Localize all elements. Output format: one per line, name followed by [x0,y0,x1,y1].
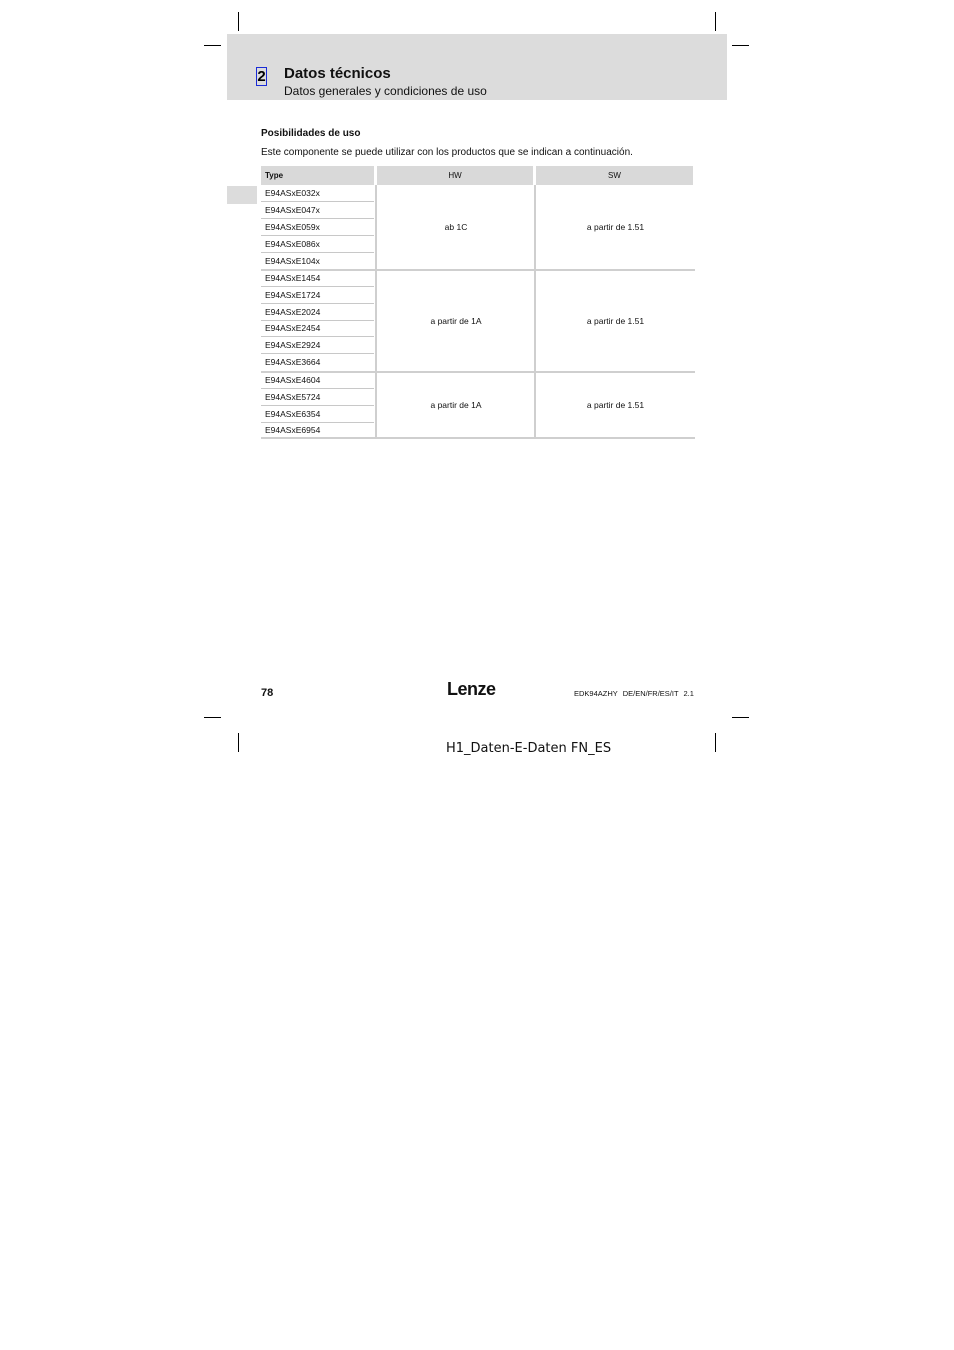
file-label: H1_Daten-E-Daten FN_ES [446,741,612,756]
crop-mark [204,717,221,718]
sw-cell: a partir de 1.51 [536,185,695,271]
table-row-type: E94ASxE1724 [261,287,374,304]
crop-mark [715,733,716,752]
crop-mark [238,733,239,752]
table-row-type: E94ASxE086x [261,236,374,253]
chapter-title: Datos técnicos [284,65,391,82]
table-row-type: E94ASxE104x [265,256,320,266]
table-row-type: E94ASxE032x [261,185,374,202]
crop-mark [732,45,749,46]
side-tab-marker [227,186,257,204]
hw-cell: ab 1C [377,185,535,271]
table-row-type: E94ASxE2024 [261,304,374,321]
sw-cell: a partir de 1.51 [536,271,695,373]
chapter-subtitle: Datos generales y condiciones de uso [284,84,487,98]
section-heading: Posibilidades de uso [261,128,361,139]
crop-mark [204,45,221,46]
column-header-hw: HW [377,166,533,185]
table-row-type: E94ASxE2454 [261,320,374,337]
table-row-type: E94ASxE059x [261,219,374,236]
chapter-number[interactable]: 2 [257,68,266,85]
table-row-type: E94ASxE047x [261,202,374,219]
table-row-type: E94ASxE6354 [261,406,374,423]
column-divider [534,185,536,439]
sw-cell: a partir de 1.51 [536,373,695,439]
crop-mark [732,717,749,718]
crop-mark [715,12,716,31]
table-row-type: E94ASxE5724 [261,389,374,406]
table-row-type: E94ASxE3664 [265,357,321,367]
brand-logo: Lenze [447,679,496,699]
group-divider [261,437,376,439]
table-row-type: E94ASxE2924 [261,337,374,354]
document-reference: EDK94AZHY DE/EN/FR/ES/IT 2.1 [574,689,694,698]
table-row-type: E94ASxE1454 [261,270,374,287]
table-row-type: E94ASxE6954 [265,425,321,435]
intro-text: Este componente se puede utilizar con los productos que se indican a continuación. [261,147,633,158]
column-header-type: Type [261,166,374,185]
column-header-sw: SW [536,166,693,185]
column-divider [375,185,377,439]
crop-mark [238,12,239,31]
table-row-type: E94ASxE4604 [261,372,374,389]
page-number: 78 [261,687,274,699]
hw-cell: a partir de 1A [377,373,535,439]
hw-cell: a partir de 1A [377,271,535,373]
